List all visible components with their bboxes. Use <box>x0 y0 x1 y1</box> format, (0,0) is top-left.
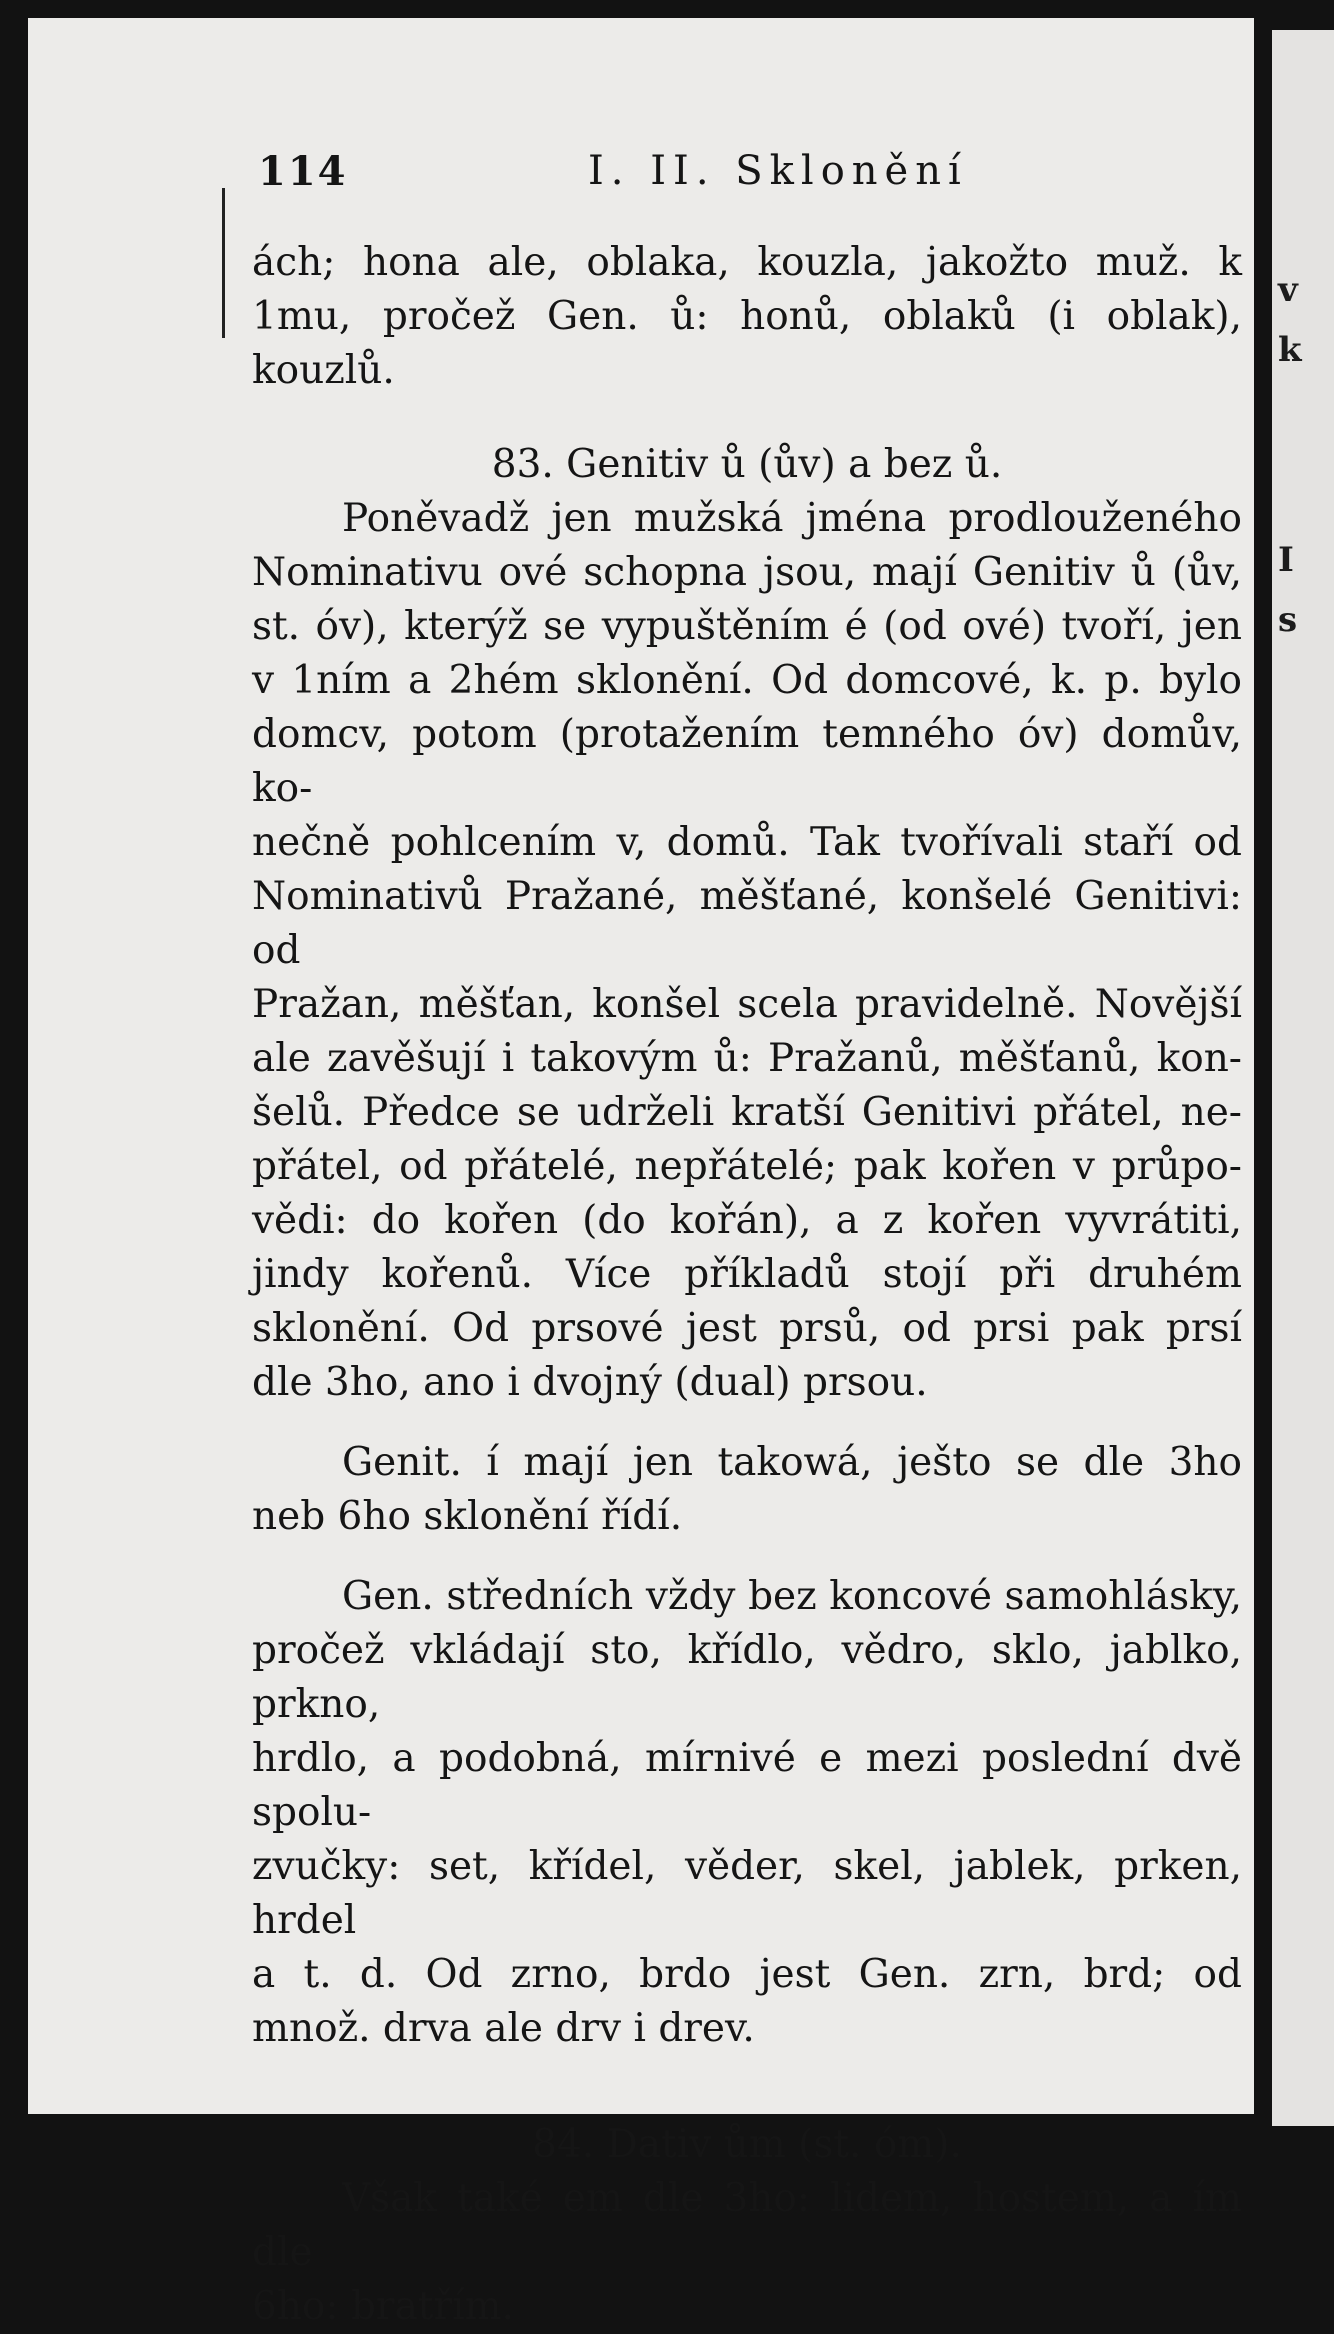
text-line: dle 3ho, ano i dvojný (dual) prsou. <box>252 1360 928 1405</box>
adjacent-page-fragment: I <box>1278 540 1294 580</box>
margin-mark <box>222 188 225 338</box>
text-line: Genit. í mají jen takowá, ješto se dle 3ho <box>342 1440 1242 1485</box>
text-line: st. óv), kterýž se vypuštěním é (od ové) tvoří, jen <box>252 604 1242 649</box>
text-line: Gen. středních vždy bez koncové samohlásky, <box>342 1574 1242 1619</box>
text-line: pročež vkládají sto, křídlo, vědro, sklo, jablko, prkno, <box>252 1628 1242 1727</box>
text-line: Pražan, měšťan, konšel scela pravidelně. Novější <box>252 982 1242 1027</box>
text-line: množ. drva ale drv i drev. <box>252 2006 755 2051</box>
text-line: šelů. Předce se udrželi kratší Genitivi přátel, ne- <box>252 1090 1242 1135</box>
text-line: domcv, potom (protažením temného óv) domův, ko- <box>252 712 1242 811</box>
book-page <box>28 18 1254 2329</box>
text-line: vědi: do kořen (do kořán), a z kořen vyvrátiti, <box>252 1198 1242 1243</box>
adjacent-page-edge <box>1272 30 1334 2126</box>
text-line: a t. d. Od zrno, brdo jest Gen. zrn, brd; od <box>252 1952 1242 1997</box>
page-header <box>28 148 1254 198</box>
text-line: 1mu, pročež Gen. ů: honů, oblaků (i oblak), kouzlů. <box>252 294 1242 393</box>
adjacent-page-fragment: k <box>1278 330 1302 370</box>
text-line: sklonění. Od prsové jest prsů, od prsi pak prsí <box>252 1306 1242 1351</box>
text-line: Poněvadž jen mužská jména prodlouženého <box>342 496 1242 541</box>
text-line: neb 6ho sklonění řídí. <box>252 1494 683 1539</box>
text-line: Však také em dle 3ho: lidem, hostem, a ím dle <box>252 2176 1242 2275</box>
text-line: v 1ním a 2hém sklonění. Od domcové, k. p. bylo <box>252 658 1242 703</box>
section-heading: 84. Dativ ům (st. óm). <box>532 2122 962 2167</box>
text-line: hrdlo, a podobná, mírnivé e mezi poslední dvě spolu- <box>252 1736 1242 1835</box>
page-body <box>252 236 1242 2334</box>
text-line: 6ho: bratřím. <box>252 2284 514 2329</box>
text-line: jindy kořenů. Více příkladů stojí při druhém <box>252 1252 1242 1297</box>
text-line: přátel, od přátelé, nepřátelé; pak kořen v průpo- <box>252 1144 1242 1189</box>
running-head: I. II. Sklonění <box>588 148 968 194</box>
adjacent-page-fragment: s <box>1278 600 1298 640</box>
text-line: ách; hona ale, oblaka, kouzla, jakožto muž. k <box>252 240 1242 285</box>
page-number: 114 <box>258 148 348 195</box>
text-line: nečně pohlcením v, domů. Tak tvořívali staří od <box>252 820 1242 865</box>
text-line: zvučky: set, křídel, věder, skel, jablek, prken, hrdel <box>252 1844 1242 1943</box>
text-line: Nominativů Pražané, měšťané, konšelé Genitivi: od <box>252 874 1242 973</box>
text-line: ale zavěšují i takovým ů: Pražanů, měšťanů, kon- <box>252 1036 1242 1081</box>
section-heading: 83. Genitiv ů (ův) a bez ů. <box>491 442 1003 487</box>
text-line: Nominativu ové schopna jsou, mají Genitiv ů (ův, <box>252 550 1242 595</box>
adjacent-page-fragment: v <box>1278 270 1298 310</box>
